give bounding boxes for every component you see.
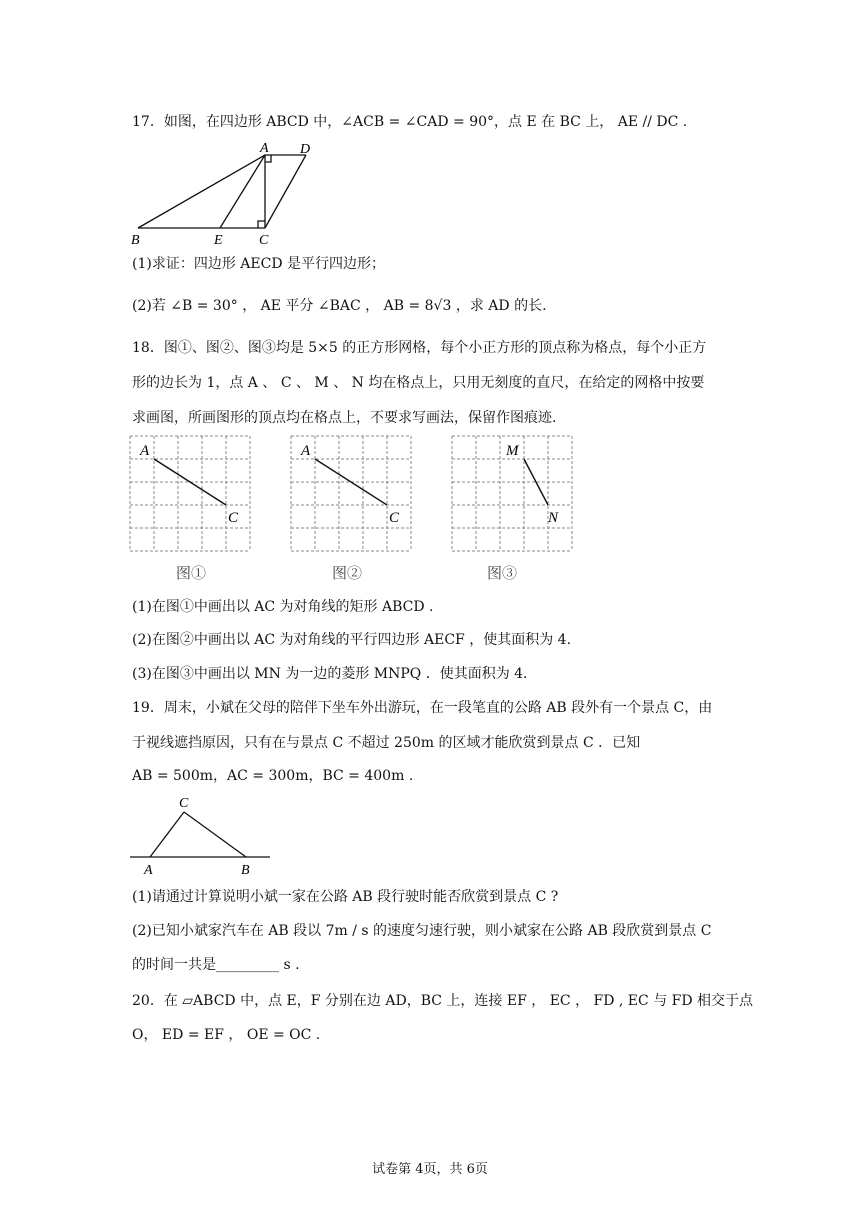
q20-stem-line1: 20．在 ▱ABCD 中，点 E，F 分别在边 AD，BC 上，连接 EF ， EC ， FD , EC 与 FD 相交于点 (132, 993, 754, 1009)
q18-fig3-label-M: M (506, 443, 519, 459)
page-footer: 试卷第 4页，共 6页 (372, 1162, 488, 1177)
q17-label-B: B (131, 233, 140, 248)
q18-part3: (3)在图③中画出以 MN 为一边的菱形 MNPQ ．使其面积为 4. (132, 666, 528, 682)
q18-figure-2 (289, 434, 413, 554)
q18-fig3-label-N: N (548, 510, 559, 526)
q18-fig2-label-A: A (301, 443, 311, 459)
q19-figure (128, 790, 273, 880)
q19-stem-line2: 于视线遮挡原因，只有在与景点 C 不超过 250m 的区域才能欣赏到景点 C ．已知 (132, 735, 641, 751)
q19-seg-AC (150, 812, 184, 857)
q19-label-C: C (179, 796, 189, 811)
q18-stem-line2: 形的边长为 1，点 A 、 C 、 M 、 N 均在格点上，只用无刻度的直尺，在给定的网格中按要 (132, 375, 705, 391)
q18-fig1-label-C: C (228, 510, 239, 526)
q19-label-A: A (144, 863, 153, 878)
q18-part2: (2)在图②中画出以 AC 为对角线的平行四边形 AECF ，使其面积为 4. (132, 632, 572, 648)
q17-label-C: C (259, 233, 269, 248)
q18-stem-line1: 18．图①、图②、图③均是 5×5 的正方形网格，每个小正方形的顶点称为格点，每个小正方 (132, 340, 707, 356)
q18-fig1-label-A: A (140, 443, 150, 459)
q17-right-angle-A (265, 155, 271, 162)
q19-seg-CB (184, 812, 246, 857)
q17-part2: (2)若 ∠B = 30° ， AE 平分 ∠BAC ， AB = 8√3 ，求 AD 的长. (132, 298, 547, 314)
q18-caption-1: 图① (176, 564, 207, 582)
q17-label-D: D (300, 142, 311, 157)
q18-figure-1 (128, 434, 252, 554)
q17-right-angle-C (258, 221, 265, 228)
q19-part3: 的时间一共是_________ s . (132, 957, 300, 973)
q18-caption-2: 图② (332, 564, 363, 582)
q17-label-A: A (260, 141, 269, 156)
q19-stem-line1: 19．周末，小斌在父母的陪伴下坐车外出游玩，在一段笔直的公路 AB 段外有一个景点 C，由 (132, 700, 713, 716)
q17-label-E: E (214, 233, 223, 248)
q17-seg-AE (220, 155, 265, 228)
q18-part1: (1)在图①中画出以 AC 为对角线的矩形 ABCD . (132, 599, 434, 615)
q18-stem-line3: 求画图，所画图形的顶点均在格点上，不要求写画法，保留作图痕迹. (132, 410, 557, 426)
q20-stem-line2: O， ED = EF ， OE = OC . (132, 1027, 321, 1043)
q18-caption-3: 图③ (487, 564, 518, 582)
q17-figure (128, 140, 328, 250)
q18-figure-3 (450, 434, 574, 554)
q19-stem-line3: AB = 500m，AC = 300m，BC = 400m . (132, 768, 414, 784)
q17-seg-DC (265, 155, 306, 228)
q17-stem: 17．如图，在四边形 ABCD 中，∠ACB = ∠CAD = 90°，点 E 在 BC 上， AE // DC . (132, 114, 688, 130)
q17-seg-BA (138, 155, 265, 228)
q17-part1: (1)求证：四边形 AECD 是平行四边形； (132, 256, 385, 272)
q19-label-B: B (241, 863, 250, 878)
q18-fig2-label-C: C (389, 510, 400, 526)
q19-part2: (2)已知小斌家汽车在 AB 段以 7m / s 的速度匀速行驶，则小斌家在公路 AB 段欣赏到景点 C (132, 923, 712, 939)
q19-part1: (1)请通过计算说明小斌一家在公路 AB 段行驶时能否欣赏到景点 C ? (132, 889, 559, 905)
